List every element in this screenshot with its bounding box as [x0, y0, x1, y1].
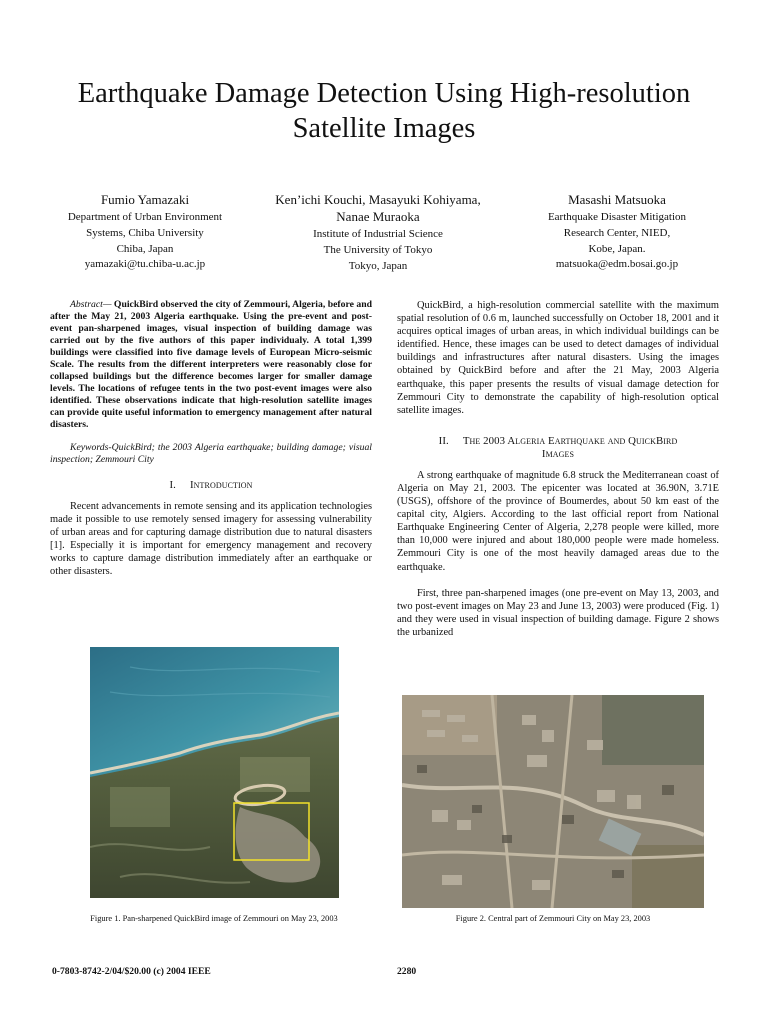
paper-title: [30, 76, 738, 146]
section-title-line-1: The 2003 Algeria Earthquake and QuickBird: [462, 434, 678, 447]
right-column: [397, 299, 719, 639]
author-name: Masashi Matsuoka: [568, 192, 666, 207]
images-paragraph: First, three pan-sharpened images (one pre-event on May 13, 2003, and two post-event images on May 23 and June 13, 2003) were produced (Fig. 1) and they were used in visual inspection of building damage. Figure 2 shows the urbanized: [397, 587, 719, 638]
affiliation-line: Research Center, NIED,: [563, 226, 671, 239]
keywords: Keywords-QuickBird; the 2003 Algeria earthquake; building damage; visual inspection; Zemmouri City: [50, 441, 372, 465]
affiliation-line: Chiba, Japan: [116, 242, 174, 255]
section-heading-algeria: [397, 435, 719, 461]
figure-1-caption: Figure 1. Pan-sharpened QuickBird image of Zemmouri on May 23, 2003: [90, 914, 338, 923]
satellite-image-zemmouri: [90, 647, 339, 898]
figure-1-image: [90, 647, 339, 898]
abstract-text: QuickBird observed the city of Zemmouri, Algeria, before and after the May 21, 2003 Algeria earthquake. Using the pre-event and post-event pan-sharpened images, visual inspection of building damage was carried out by the five authors of this paper individualy. A total 1,399 buildings were classified into five damage levels of European Micro-seismic Scale. The results from the different interpreters were reasonably close for collapsed buildings but the difference becomes larger for smaller damage levels. The locations of refugee tents in the two post-event images were also identified. These observations indicate that high-resolution satellite images can provide quite useful information to emergency management after natural disasters.: [50, 299, 372, 431]
title-line-2: Satellite Images: [292, 113, 476, 144]
affiliation-line: The University of Tokyo: [323, 243, 433, 256]
abstract-label: Abstract—: [70, 299, 112, 310]
title-line-1: Earthquake Damage Detection Using High-resolution: [77, 78, 691, 109]
abstract: [50, 299, 372, 432]
section-heading-introduction: [50, 479, 372, 492]
earthquake-paragraph: A strong earthquake of magnitude 6.8 struck the Mediterranean coast of Algeria on May 21, 2003. The epicenter was located at 36.90N, 3.71E (USGS), offshore of the province of Boumerdes, about 50 km east of the capital city, Algiers. According to the last official report from National Earthquake Engineering Center of Algeria, 2,278 people were killed, more than 10,000 were injured and about 180,000 people were made homeless. Zemmouri City is one of the most heavily damaged areas due to the earthquake.: [397, 469, 719, 573]
author-name: Fumio Yamazaki: [100, 192, 190, 207]
affiliation-line: Tokyo, Japan: [348, 259, 408, 272]
affiliation-line: Kobe, Japan.: [588, 242, 646, 255]
affiliation-line: Department of Urban Environment: [67, 211, 223, 223]
figure-2-image: [402, 695, 704, 908]
author-block-2: [258, 191, 498, 274]
section-number: II.: [438, 434, 449, 447]
affiliation-line: Earthquake Disaster Mitigation: [547, 211, 687, 223]
author-email: matsuoka@edm.bosai.go.jp: [555, 258, 679, 271]
quickbird-paragraph: QuickBird, a high-resolution commercial satellite with the maximum spatial resolution of 0.6 m, launched successfully on October 18, 2001 and it acquires optical images of urban areas, in which individual buildings can be identified. Hence, these images can be used to detect damages of individual buildings and infrastructures after natural disasters. Using the images obtained by QuickBird before and after the 21 May, 2003 Algeria earthquake, this paper presents the results of visual damage detection for Zemmouri City to demonstrate the capability of high-resolution optical satellite images.: [397, 300, 719, 416]
affiliation-line: Systems, Chiba University: [86, 226, 204, 239]
author-block-1: [40, 191, 250, 273]
footer-copyright: 0-7803-8742-2/04/$20.00 (c) 2004 IEEE: [52, 966, 211, 977]
section-title: Introduction: [189, 478, 253, 491]
figure-2-caption: Figure 2. Central part of Zemmouri City on May 23, 2003: [455, 914, 651, 923]
affiliation-line: Institute of Industrial Science: [313, 228, 443, 240]
intro-paragraph: Recent advancements in remote sensing and its application technologies made it possible to use remotely sensed imagery for assessing vulnerability of urban areas and for capturing damage distribution due to natural disasters [1]. Especially it is important for emergency management and recovery works to capture damage distribution immediately after an earthquake or other disasters.: [50, 500, 372, 578]
author-names-line-2: Nanae Muraoka: [336, 209, 420, 224]
page-number: 2280: [397, 966, 417, 977]
author-block-3: [512, 191, 722, 273]
section-number: I.: [169, 478, 176, 491]
satellite-image-city-center: [402, 695, 704, 908]
author-names-line-1: Ken’ichi Kouchi, Masayuki Kohiyama,: [275, 192, 481, 207]
section-title-line-2: Images: [541, 447, 575, 460]
left-column: [50, 299, 372, 578]
author-email: yamazaki@tu.chiba-u.ac.jp: [84, 258, 206, 271]
